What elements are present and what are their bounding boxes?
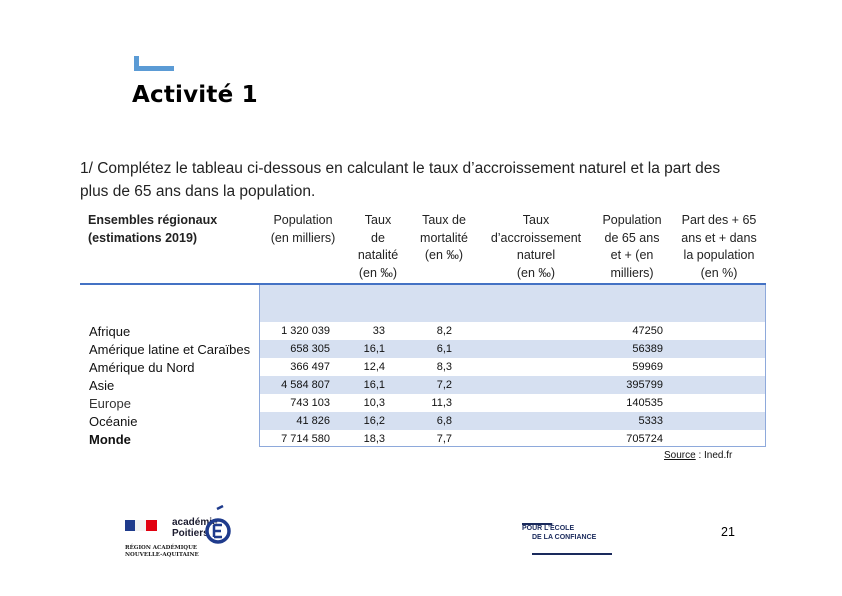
source-value: : Ined.fr — [695, 450, 733, 461]
header-region-line: (estimations 2019) — [88, 230, 198, 245]
table-cell-mortalite: 8,2 — [436, 325, 452, 337]
table-cell-mortalite: 8,3 — [436, 361, 452, 373]
table-row-region: Amérique latine et Caraïbes — [89, 342, 251, 357]
header-line: (en %) — [700, 265, 738, 280]
table-cell-natalite: 33 — [372, 325, 385, 337]
table-cell-natalite: 10,3 — [363, 397, 385, 409]
table-row-region: Asie — [89, 378, 115, 393]
header-line: de — [371, 230, 385, 245]
header-line: milliers) — [610, 265, 654, 280]
table-cell-pop65: 47250 — [632, 325, 663, 337]
title-accent-bar — [134, 66, 174, 71]
table-cell-natalite: 18,3 — [363, 433, 385, 445]
table-cell-mortalite: 7,7 — [436, 433, 452, 445]
table-cell-mortalite: 7,2 — [436, 379, 452, 391]
source-note — [664, 450, 732, 461]
table-cell-population: 743 103 — [290, 397, 330, 409]
table-cell-mortalite: 6,1 — [436, 343, 452, 355]
table-row-region: Afrique — [89, 324, 131, 339]
header-line: la population — [683, 248, 755, 262]
table-cell-population: 366 497 — [290, 361, 330, 373]
header-accroissement — [484, 212, 588, 282]
page-number: 21 — [721, 525, 735, 539]
table-cell-population: 7 714 580 — [281, 433, 330, 445]
table-cell-pop65: 705724 — [626, 433, 663, 445]
header-line: Population — [273, 213, 333, 227]
header-line: Population — [602, 213, 662, 227]
header-line: de 65 ans — [604, 230, 660, 245]
header-pop65 — [594, 212, 670, 282]
table-body-frame — [259, 285, 766, 447]
header-line: Taux — [364, 213, 392, 227]
table-cell-pop65: 140535 — [626, 397, 663, 409]
header-part65 — [674, 212, 764, 282]
region-line: RÉGION ACADÉMIQUE — [125, 545, 198, 551]
table-cell-mortalite: 11,3 — [431, 397, 452, 409]
header-line: naturel — [516, 248, 556, 262]
header-line: mortalité — [420, 230, 468, 245]
table-cell-natalite: 16,1 — [363, 379, 385, 391]
table-cell-population: 1 320 039 — [281, 325, 330, 337]
region-line: NOUVELLE-AQUITAINE — [125, 552, 199, 558]
table-cell-natalite: 16,1 — [363, 343, 385, 355]
header-mortalite — [412, 212, 476, 265]
header-region-line: Ensembles régionaux — [88, 213, 218, 227]
academie-line: académie — [172, 517, 218, 528]
table-cell-population: 4 584 807 — [281, 379, 330, 391]
table-cell-pop65: 5333 — [638, 415, 663, 427]
table-cell-natalite: 16,2 — [363, 415, 385, 427]
header-line: (en ‰) — [424, 248, 464, 262]
table-cell-pop65: 395799 — [626, 379, 663, 391]
table-row-region: Monde — [89, 432, 131, 447]
region-academique-text — [125, 545, 199, 559]
header-natalite — [350, 212, 406, 282]
header-region — [88, 212, 258, 247]
header-line: et + (en — [610, 248, 654, 262]
table-cell-population: 41 826 — [296, 415, 330, 427]
ecole-confiance-logo — [522, 524, 596, 542]
table-row-region: Amérique du Nord — [89, 360, 195, 375]
academie-line: Poitiers — [172, 528, 209, 539]
header-line: Part des + 65 — [681, 213, 757, 227]
question-text: 1/ Complétez le tableau ci-dessous en calculant le taux d’accroissement naturel et la part des plus de 65 ans dans la population. — [80, 160, 721, 200]
table-cell-pop65: 59969 — [632, 361, 663, 373]
academie-e-icon — [205, 505, 231, 549]
header-line: (en ‰) — [516, 265, 556, 280]
header-line: natalité — [357, 248, 399, 262]
header-line: (en ‰) — [358, 265, 398, 280]
confiance-line: DE LA CONFIANCE — [532, 534, 597, 541]
republique-francaise-logo — [125, 520, 157, 542]
header-line: (en milliers) — [270, 230, 336, 245]
confiance-underline — [532, 553, 612, 555]
slide-title: Activité 1 — [132, 82, 258, 108]
source-label: Source — [664, 450, 696, 461]
table-cell-mortalite: 6,8 — [436, 415, 452, 427]
header-line: ans et + dans — [681, 230, 757, 245]
table-cell-natalite: 12,4 — [363, 361, 385, 373]
table-row-region: Océanie — [89, 414, 138, 429]
header-line: Taux de — [422, 213, 466, 227]
header-line: Taux — [522, 213, 550, 227]
table-row-region: Europe — [89, 396, 131, 411]
header-line: d’accroissement — [490, 230, 582, 245]
table-cell-population: 658 305 — [290, 343, 330, 355]
table-cell-pop65: 56389 — [632, 343, 663, 355]
header-population — [264, 212, 342, 247]
confiance-line: POUR L’ÉCOLE — [522, 525, 575, 532]
